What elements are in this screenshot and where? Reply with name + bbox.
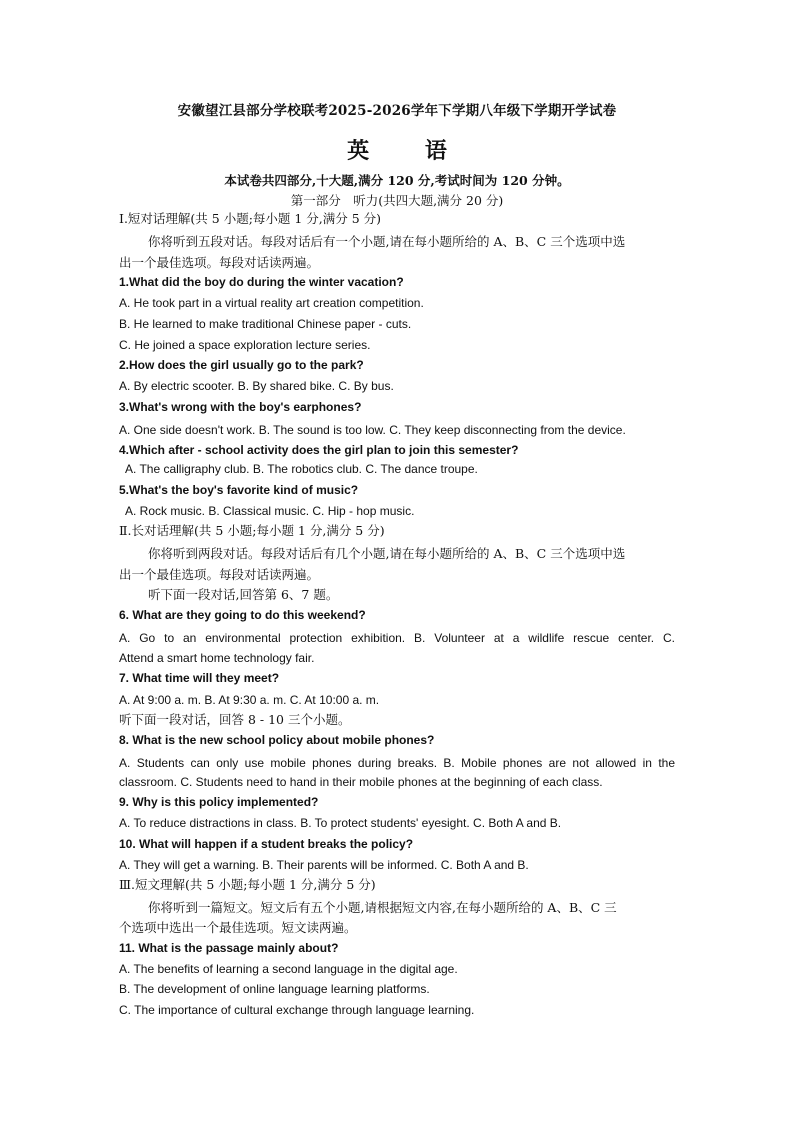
question-8: 8. What is the new school policy about mobile phones? <box>119 733 435 747</box>
section-3-instruction-cont: 个选项中选出一个最佳选项。短文读两遍。 <box>119 920 357 935</box>
question-1-option-b: B. He learned to make traditional Chinese paper - cuts. <box>119 317 412 331</box>
dialogue-1-instruction: 听下面一段对话,回答第 6、7 题。 <box>148 587 339 602</box>
section-2-heading: Ⅱ.长对话理解(共 5 小题;每小题 1 分,满分 5 分) <box>119 523 385 538</box>
question-8-options-cont: classroom. C. Students need to hand in their mobile phones at the beginning of each class. <box>119 775 603 789</box>
question-10: 10. What will happen if a student breaks the policy? <box>119 837 414 851</box>
question-6: 6. What are they going to do this weekend? <box>119 608 366 622</box>
question-2: 2.How does the girl usually go to the park? <box>119 358 364 372</box>
question-3: 3.What's wrong with the boy's earphones? <box>119 400 362 414</box>
question-4: 4.Which after - school activity does the girl plan to join this semester? <box>119 443 519 457</box>
part-one-heading: 第一部分 听力(共四大题,满分 20 分) <box>290 193 504 208</box>
question-11-option-b: B. The development of online language learning platforms. <box>119 982 430 996</box>
subject-title: 英 语 <box>347 138 471 164</box>
question-7: 7. What time will they meet? <box>119 671 280 685</box>
question-9: 9. Why is this policy implemented? <box>119 795 319 809</box>
question-9-options: A. To reduce distractions in class. B. To protect students' eyesight. C. Both A and B. <box>119 816 562 830</box>
question-6-options-cont: Attend a smart home technology fair. <box>119 651 315 665</box>
exam-info: 本试卷共四部分,十大题,满分 120 分,考试时间为 120 分钟。 <box>224 173 570 188</box>
question-4-options: A. The calligraphy club. B. The robotics club. C. The dance troupe. <box>125 462 478 476</box>
section-2-instruction: 你将听到两段对话。每段对话后有几个小题,请在每小题所给的 A、B、C 三个选项中选 <box>148 546 626 561</box>
dialogue-2-instruction: 听下面一段对话，回答 8 - 10 三个小题。 <box>119 712 351 727</box>
section-1-instruction: 你将听到五段对话。每段对话后有一个小题,请在每小题所给的 A、B、C 三个选项中选 <box>148 234 626 249</box>
question-3-options: A. One side doesn't work. B. The sound is too low. C. They keep disconnecting from the device. <box>119 423 626 437</box>
question-10-options: A. They will get a warning. B. Their parents will be informed. C. Both A and B. <box>119 858 529 872</box>
section-1-heading: Ⅰ.短对话理解(共 5 小题;每小题 1 分,满分 5 分) <box>119 211 382 226</box>
section-3-heading: Ⅲ.短文理解(共 5 小题;每小题 1 分,满分 5 分) <box>119 877 376 892</box>
question-11-option-c: C. The importance of cultural exchange through language learning. <box>119 1003 475 1017</box>
question-2-options: A. By electric scooter. B. By shared bike. C. By bus. <box>119 379 394 393</box>
question-7-options: A. At 9:00 a. m. B. At 9:30 a. m. C. At 10:00 a. m. <box>119 693 380 707</box>
question-1-option-a: A. He took part in a virtual reality art creation competition. <box>119 296 424 310</box>
question-1: 1.What did the boy do during the winter vacation? <box>119 275 404 289</box>
section-3-instruction: 你将听到一篇短文。短文后有五个小题,请根据短文内容,在每小题所给的 A、B、C 三 <box>148 900 617 915</box>
question-11: 11. What is the passage mainly about? <box>119 941 339 955</box>
exam-title: 安徽望江县部分学校联考2025-2026学年下学期八年级下学期开学试卷 <box>177 103 617 119</box>
section-2-instruction-cont: 出一个最佳选项。每段对话读两遍。 <box>119 567 320 582</box>
question-5: 5.What's the boy's favorite kind of music? <box>119 483 359 497</box>
question-1-option-c: C. He joined a space exploration lecture series. <box>119 338 371 352</box>
question-6-options: A. Go to an environmental protection exhibition. B. Volunteer at a wildlife rescue center. C. <box>119 631 675 645</box>
question-8-options: A. Students can only use mobile phones during breaks. B. Mobile phones are not allowed in the <box>119 756 675 770</box>
question-5-options: A. Rock music. B. Classical music. C. Hip - hop music. <box>125 504 415 518</box>
section-1-instruction-cont: 出一个最佳选项。每段对话读两遍。 <box>119 255 320 270</box>
question-11-option-a: A. The benefits of learning a second language in the digital age. <box>119 962 458 976</box>
